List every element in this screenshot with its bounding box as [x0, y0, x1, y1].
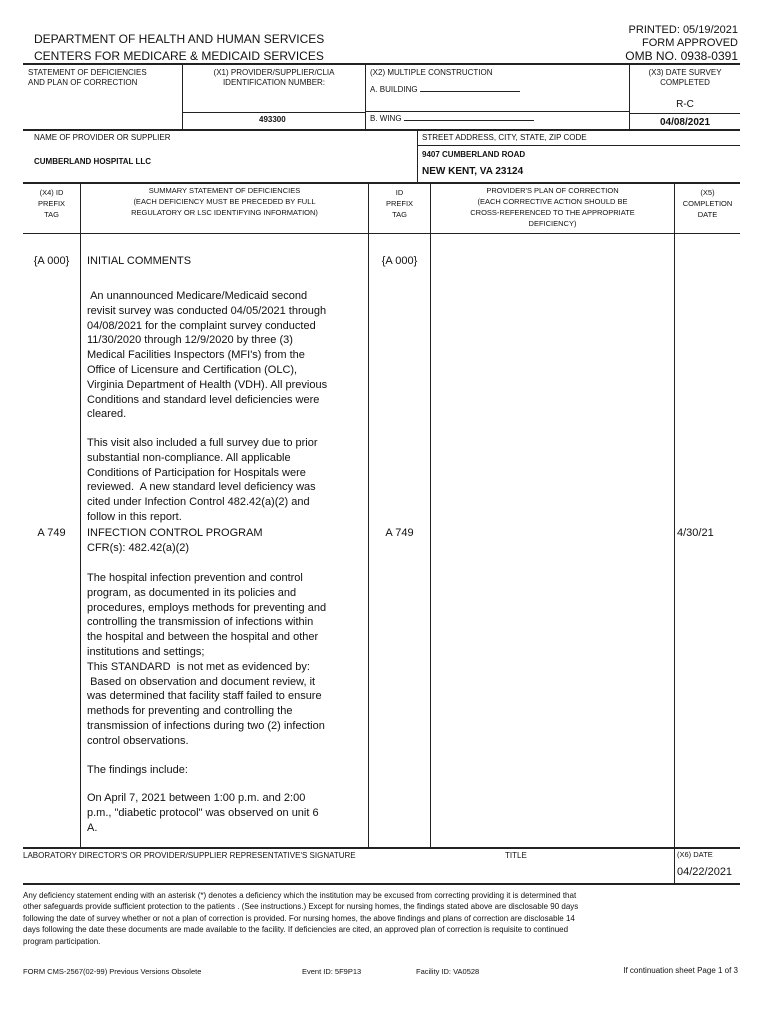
- wing-blank: [404, 120, 534, 121]
- col-divider: [80, 182, 81, 847]
- address-label: STREET ADDRESS, CITY, STATE, ZIP CODE: [422, 133, 587, 142]
- department-title: DEPARTMENT OF HEALTH AND HUMAN SERVICES: [34, 32, 325, 46]
- omb-number: OMB NO. 0938-0391: [625, 49, 738, 63]
- title-label: TITLE: [505, 851, 527, 860]
- finding-para3: The hospital infection prevention and control program, as documented in its policies and procedures, employs methods for preventing and controlling the transmission of infections within the hospital and between the hospital and other institutions and settings; This STANDARD is not met as evidenced by: Based on observation and document review, it was determined that facility staff failed to ensure methods for preventing and controlling the transmission of infections during two (2) infection control observations.: [87, 572, 327, 747]
- completion-date: 4/30/21: [677, 527, 714, 539]
- tag-a000-left: {A 000}: [33, 255, 70, 267]
- page-indicator: If continuation sheet Page 1 of 3: [623, 966, 738, 975]
- provider-rule: [23, 182, 740, 184]
- address-line2: NEW KENT, VA 23124: [422, 166, 524, 177]
- finding-para4: The findings include:: [87, 764, 188, 776]
- provider-name: CUMBERLAND HOSPITAL LLC: [34, 157, 152, 166]
- x2-building-text: A. BUILDING: [370, 85, 418, 94]
- divider: [365, 111, 629, 112]
- provider-name-label: NAME OF PROVIDER OR SUPPLIER: [34, 133, 171, 142]
- divider: [182, 112, 365, 113]
- address-line1: 9407 CUMBERLAND ROAD: [422, 150, 526, 159]
- finding-para5: On April 7, 2021 between 1:00 p.m. and 2:00 p.m., "diabetic protocol" was observed on unit 6 A.: [87, 792, 319, 834]
- form-approved: FORM APPROVED: [642, 37, 738, 49]
- building-blank: [420, 91, 520, 92]
- header-rule: [23, 233, 740, 234]
- divider: [182, 63, 183, 129]
- divider: [365, 63, 366, 129]
- col-x5-header: (X5) COMPLETION DATE: [682, 188, 733, 219]
- initial-comments-heading: INITIAL COMMENTS: [87, 255, 192, 267]
- footnote: Any deficiency statement ending with an asterisk (*) denotes a deficiency which the institution may be excused from correcting providing it is determined that other safeguards provide sufficient protection to the patients . (See instructions.) Except for nursing homes, the findings stated above are disclosable 90 days following the date of survey whether or not a plan of correction is provided. For nursing homes, the above findings and plans of correction are disclosable 14 days following the date these documents are made available to the facility. If deficiencies are cited, an approved plan of correction is requisite to continued program participation.: [23, 891, 579, 946]
- col-x4-header: (X4) ID PREFIX TAG: [37, 188, 66, 219]
- form-number: FORM CMS-2567(02-99) Previous Versions Obsolete: [23, 967, 202, 976]
- x2-label: (X2) MULTIPLE CONSTRUCTION: [370, 68, 493, 77]
- x6-date-label: (X6) DATE: [677, 850, 713, 859]
- divider: [417, 129, 418, 183]
- x1-label: (X1) PROVIDER/SUPPLIER/CLIA IDENTIFICATION NUMBER:: [213, 68, 335, 87]
- top-table-rule: [23, 129, 740, 131]
- tag-a000-right: {A 000}: [381, 255, 418, 267]
- printed-date: PRINTED: 05/19/2021: [628, 24, 738, 36]
- x2-wing-text: B. WING: [370, 114, 402, 123]
- x2-wing-label: [370, 114, 534, 123]
- agency-title: CENTERS FOR MEDICARE & MEDICAID SERVICES: [34, 49, 324, 63]
- tag-a749-right: A 749: [385, 527, 414, 539]
- divider: [674, 847, 675, 883]
- x3-date: 04/08/2021: [659, 117, 711, 128]
- signature-bottom-rule: [23, 883, 740, 885]
- x2-building-label: [370, 85, 520, 94]
- statement-label: STATEMENT OF DEFICIENCIES AND PLAN OF CORRECTION: [28, 68, 147, 87]
- divider: [629, 113, 740, 114]
- facility-id: Facility ID: VA0528: [416, 967, 480, 976]
- event-id: Event ID: 5F9P13: [302, 967, 362, 976]
- col-summary-header: SUMMARY STATEMENT OF DEFICIENCIES (EACH DEFICIENCY MUST BE PRECEDED BY FULL REGULATORY OR LSC IDENTIFYING INFORMATION): [131, 186, 318, 217]
- col-divider: [430, 182, 431, 847]
- divider: [417, 145, 740, 146]
- x1-value: 493300: [259, 115, 286, 124]
- infection-control-heading: INFECTION CONTROL PROGRAM CFR(s): 482.42(a)(2): [87, 527, 263, 554]
- top-border: [23, 63, 740, 65]
- col-id-header: ID PREFIX TAG: [385, 188, 414, 219]
- tag-a749-left: A 749: [37, 527, 66, 539]
- signature-rule: [23, 847, 740, 849]
- col-divider: [674, 182, 675, 847]
- signature-label: LABORATORY DIRECTOR'S OR PROVIDER/SUPPLIER REPRESENTATIVE'S SIGNATURE: [23, 851, 356, 860]
- x3-code: R-C: [676, 99, 694, 110]
- x3-label: (X3) DATE SURVEY COMPLETED: [648, 68, 722, 87]
- initial-comments-para2: This visit also included a full survey due to prior substantial non-compliance. All applicable Conditions of Participation for Hospitals were reviewed. A new standard level deficiency was cited under Infection Control 482.42(a)(2) and follow in this report.: [87, 437, 318, 523]
- initial-comments-para1: An unannounced Medicare/Medicaid second revisit survey was conducted 04/05/2021 through 04/08/2021 for the complaint survey conducted 11/30/2020 through 12/9/2020 by three (3) Medical Facilities Inspectors (MFI's) from the Office of Licensure and Certification (OLC), Virginia Department of Health (VDH). All previous Conditions and standard level deficiencies were cleared.: [87, 290, 328, 421]
- x6-date: 04/22/2021: [677, 866, 733, 878]
- col-divider: [368, 182, 369, 847]
- col-plan-header: PROVIDER'S PLAN OF CORRECTION (EACH CORRECTIVE ACTION SHOULD BE CROSS-REFERENCED TO THE APPROPRIATE DEFICIENCY): [470, 186, 635, 228]
